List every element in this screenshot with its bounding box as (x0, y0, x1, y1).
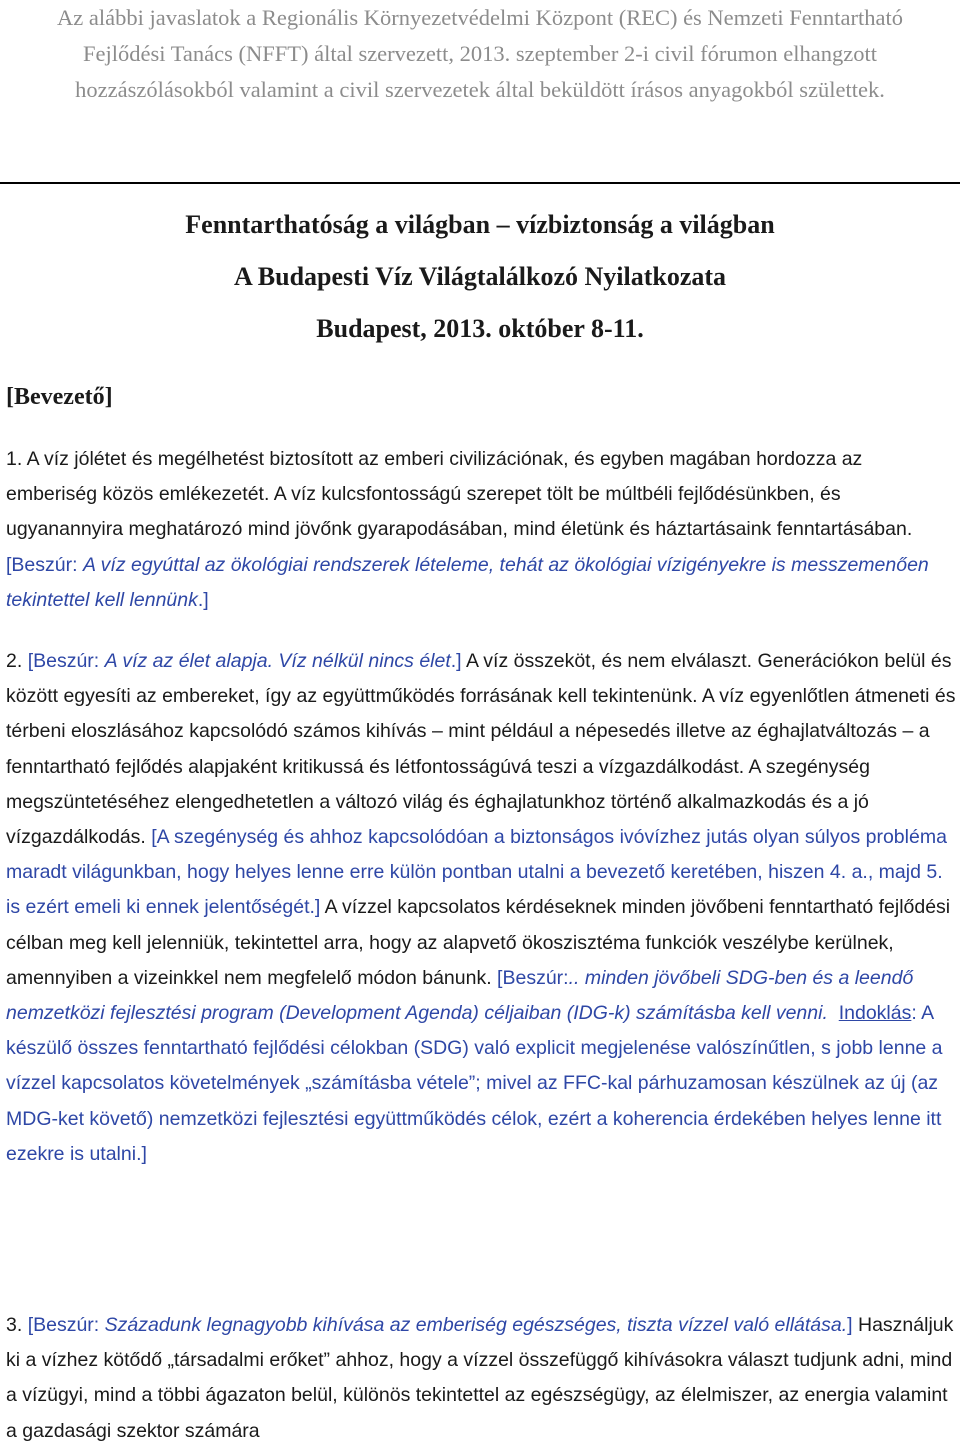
insert-label: [Beszúr: (6, 553, 83, 576)
insert-label: [Beszúr: (27, 650, 105, 672)
insert-close: .] (450, 650, 462, 672)
spacer (828, 1002, 839, 1024)
insert-label: [Beszúr: (497, 966, 569, 989)
insert-text: A víz egyúttal az ökológiai rendszerek lételeme, tehát az ökológiai vízigényekre is messzemenően tekintettel kell lennünk (6, 553, 929, 611)
paragraph-3 (6, 1308, 956, 1449)
justification-text: : A készülő összes fenntartható fejlődési célokban (SDG) való explicit megjelenése valószínűtlen, s jobb lenne a vízzel kapcsolatos követelmények „számításba vétele”; mivel az FFC-kal párhuzamosan készülnek az új (az MDG-ket követő) nemzetközi fejlesztési együttműködés célok, ezért a koherencia érdekében helyes lenne itt ezekre is utalni.] (6, 1002, 943, 1165)
insert-close: ] (847, 1314, 853, 1336)
section-heading: [Bevezető] (6, 384, 113, 410)
paragraph-3-number: 3. (6, 1314, 28, 1336)
document-date: Budapest, 2013. október 8-11. (316, 314, 644, 343)
document-title: Fenntarthatóság a világban – vízbiztonság a világban (185, 210, 775, 239)
paragraph-1 (6, 442, 956, 618)
paragraph-2 (6, 644, 956, 1172)
paragraph-2-text: A víz összeköt, és nem elválaszt. Generációkon belül és között egyesíti az embereket, így az együttműködés forrásának kell tekintenünk. A víz egyenlőtlen átmeneti és térbeni eloszlásához kapcsolódó számos kihívás – mint például a népesedés illetve az éghajlatváltozás – a fenntartható fejlődés alapjaként kritikussá és létfontosságúvá teszi a vízgazdálkodást. A szegénység megszüntetéséhez elengedhetetlen a változó világ és éghajlatunkhoz történő alkalmazkodás és a jó vízgazdálkodás. (6, 650, 956, 849)
paragraph-3-text: Használjuk ki a vízhez kötődő „társadalmi erőket” ahhoz, hogy a vízzel összefüggő kihívásokra választ tudjunk adni, mind a vízügyi, mind a többi ágazaton belül, különös tekintettel az egészségügy, az élelmiszer, az energia valamint a gazdasági szektor számára (6, 1314, 954, 1442)
insert-text: .. minden jövőbeli SDG-ben és a leendő nemzetközi fejlesztési program (Development Agenda) céljaiban (IDG-k) számításba kell venni. (6, 966, 914, 1025)
paragraph-2-text-continued: A vízzel kapcsolatos kérdéseknek minden jövőbeni fenntartható fejlődési célban meg kell jelenniük, tekintettel arra, hogy az alapvető ökoszisztéma funkciók veszélybe kerülnek, amennyiben a vizeinkkel nem megfelelő módon bánunk. (6, 896, 951, 989)
insert-label: [Beszúr: (27, 1314, 105, 1336)
insert-text: Századunk legnagyobb kihívása az emberiség egészséges, tiszta vízzel való ellátása. (104, 1314, 848, 1336)
insert-text: A víz az élet alapja. Víz nélkül nincs élet (104, 650, 451, 672)
paragraph-2-number: 2. (6, 650, 28, 672)
comment-text: [A szegénység és ahhoz kapcsolódóan a biztonságos ivóvízhez jutás olyan súlyos probléma maradt világunkban, hogy helyes lenne erre külön pontban utalni a bevezető keretében, hiszen 4. a., majd 5. is ezért emeli ki ennek jelentőségét.] (6, 826, 947, 919)
insert-close: .] (197, 588, 209, 611)
justification-label: Indoklás (838, 1002, 912, 1025)
paragraph-1-text: 1. A víz jólétet és megélhetést biztosított az emberi civilizációnak, és egyben magában hordozza az emberiség közös emlékezetét. A víz kulcsfontosságú szerepet tölt be múltbéli fejlődésünkben, és ugyanannyira meghatározó mind jövőnk gyarapodásában, mind életünk és háztartásaink fenntartásában. (6, 448, 913, 541)
divider (0, 182, 960, 184)
document-subtitle: A Budapesti Víz Világtalálkozó Nyilatkozata (233, 262, 727, 291)
header-note: Az alábbi javaslatok a Regionális Környezetvédelmi Központ (REC) és Nemzeti Fenntartható Fejlődési Tanács (NFFT) által szervezett, 2013. szeptember 2-i civil fórumon elhangzott hozzászólásokból valamint a civil szervezetek által beküldött írásos anyagokból születtek. (57, 5, 903, 102)
